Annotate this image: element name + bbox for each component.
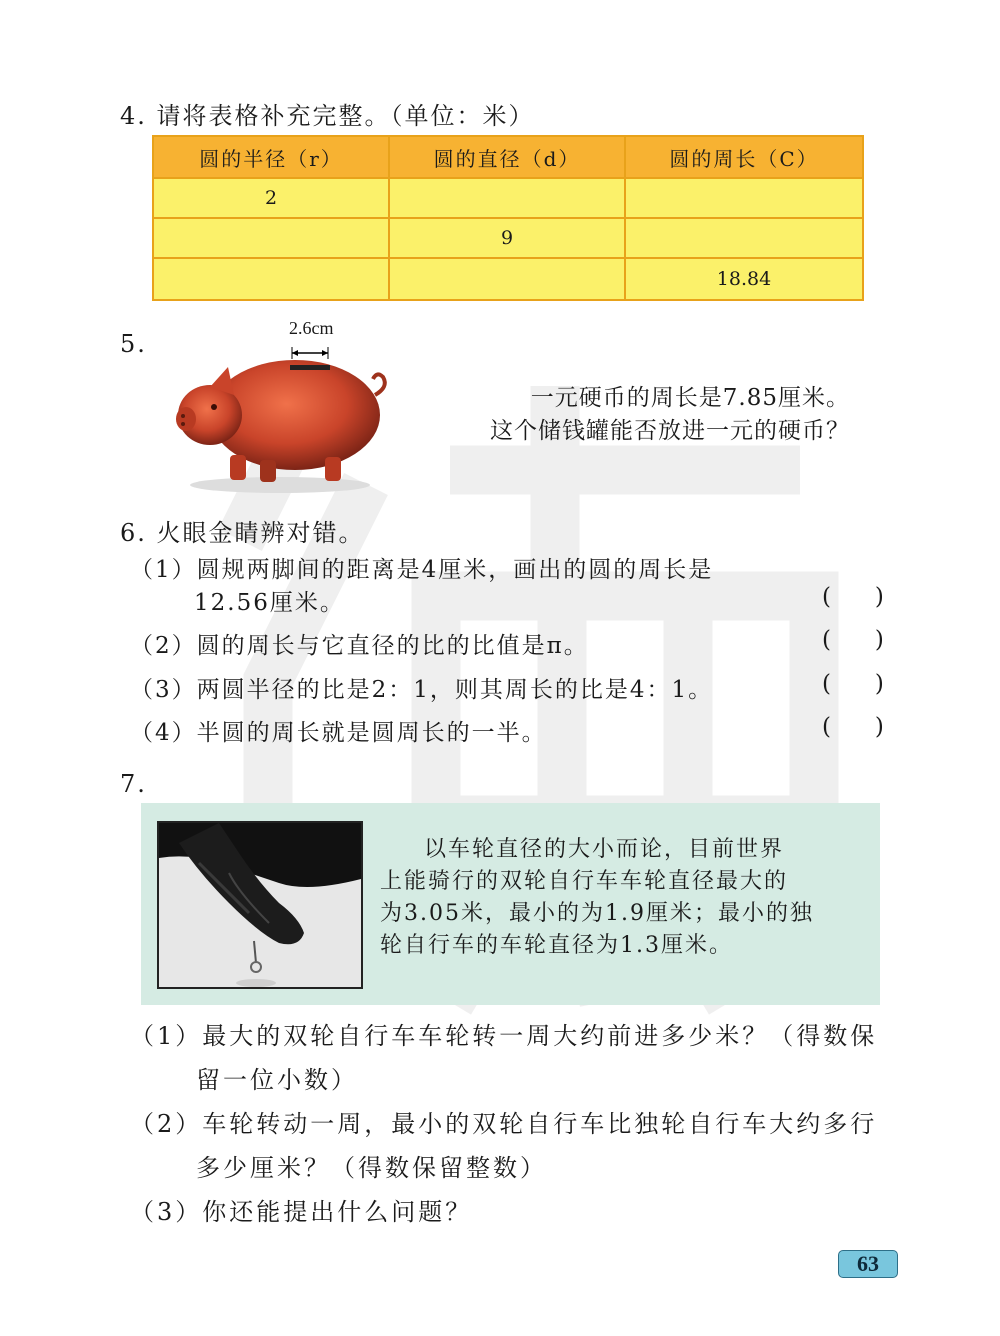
q4-title: 4. 请将表格补充完整。（单位：米）	[120, 102, 535, 130]
q6-item-2	[130, 627, 589, 660]
q6-item-4	[130, 714, 547, 747]
info-line-4: 轮自行车的车轮直径为1.3厘米。	[380, 933, 733, 958]
table-cell[interactable]	[154, 219, 390, 259]
answer-blank[interactable]: ( )	[822, 584, 884, 610]
q7-number: 7.	[120, 770, 147, 798]
sub-text-cont: 留一位小数）	[196, 1066, 358, 1094]
piggy-bank-image	[170, 315, 400, 495]
measure-label: 2.6cm	[289, 318, 334, 338]
info-line-3: 为3.05米，最小的为1.9厘米；最小的独	[380, 901, 814, 926]
sub-number: （1）	[130, 1022, 203, 1050]
info-line-2: 上能骑行的双轮自行车车轮直径最大的	[380, 869, 789, 894]
answer-blank[interactable]: ( )	[822, 714, 884, 740]
item-text: 半圆的周长就是圆周长的一半。	[196, 720, 547, 746]
sub-text-cont: 多少厘米？（得数保留整数）	[196, 1154, 547, 1182]
table-header-radius: 圆的半径（r）	[154, 137, 390, 179]
q7-info-text	[380, 834, 870, 962]
sub-text: 你还能提出什么问题？	[202, 1198, 473, 1226]
q5-line2: 这个储钱罐能否放进一元的硬币？	[490, 418, 850, 444]
sub-number: （2）	[130, 1110, 203, 1138]
item-text: 圆规两脚间的距离是4厘米，画出的圆的周长是	[196, 557, 714, 583]
page-number: 63	[838, 1250, 898, 1278]
q7-sub-1	[130, 1014, 877, 1102]
table-cell[interactable]: 18.84	[716, 268, 772, 290]
answer-blank[interactable]: ( )	[822, 671, 884, 697]
q6-item-1	[130, 551, 713, 584]
table-cell[interactable]	[390, 179, 626, 219]
table-cell[interactable]: 9	[390, 219, 626, 259]
sub-number: （3）	[130, 1198, 203, 1226]
q7-sub-2	[130, 1102, 877, 1190]
q4-table	[152, 135, 864, 301]
table-header-circumference: 圆的周长（C）	[626, 137, 862, 179]
q6-item-3	[130, 671, 713, 704]
table-cell[interactable]	[154, 259, 390, 299]
item-number: （3）	[130, 677, 197, 703]
table-cell[interactable]	[626, 219, 862, 259]
q5-statement	[400, 382, 850, 448]
table-cell[interactable]: 2	[154, 179, 390, 219]
item-number: （4）	[130, 720, 197, 746]
q7-sub-3	[130, 1190, 472, 1234]
sub-text: 最大的双轮自行车车轮转一周大约前进多少米？（得数保	[202, 1022, 878, 1050]
info-line-1: 以车轮直径的大小而论，目前世界	[424, 837, 785, 862]
item-number: （1）	[130, 557, 197, 583]
sub-text: 车轮转动一周，最小的双轮自行车比独轮自行车大约多行	[202, 1110, 878, 1138]
q6-item-1-cont: 12.56厘米。	[194, 590, 345, 616]
tiny-bicycle-photo	[157, 821, 363, 989]
answer-blank[interactable]: ( )	[822, 627, 884, 653]
q5-line1: 一元硬币的周长是7.85厘米。	[530, 385, 850, 411]
item-text: 两圆半径的比是2：1，则其周长的比是4：1。	[196, 677, 714, 703]
q6-title: 6. 火眼金睛辨对错。	[120, 519, 365, 547]
item-number: （2）	[130, 633, 197, 659]
table-cell[interactable]	[626, 179, 862, 219]
q5-number: 5.	[120, 330, 147, 358]
table-cell[interactable]	[390, 259, 626, 299]
item-text: 圆的周长与它直径的比的比值是π。	[196, 633, 589, 659]
table-header-diameter: 圆的直径（d）	[390, 137, 626, 179]
